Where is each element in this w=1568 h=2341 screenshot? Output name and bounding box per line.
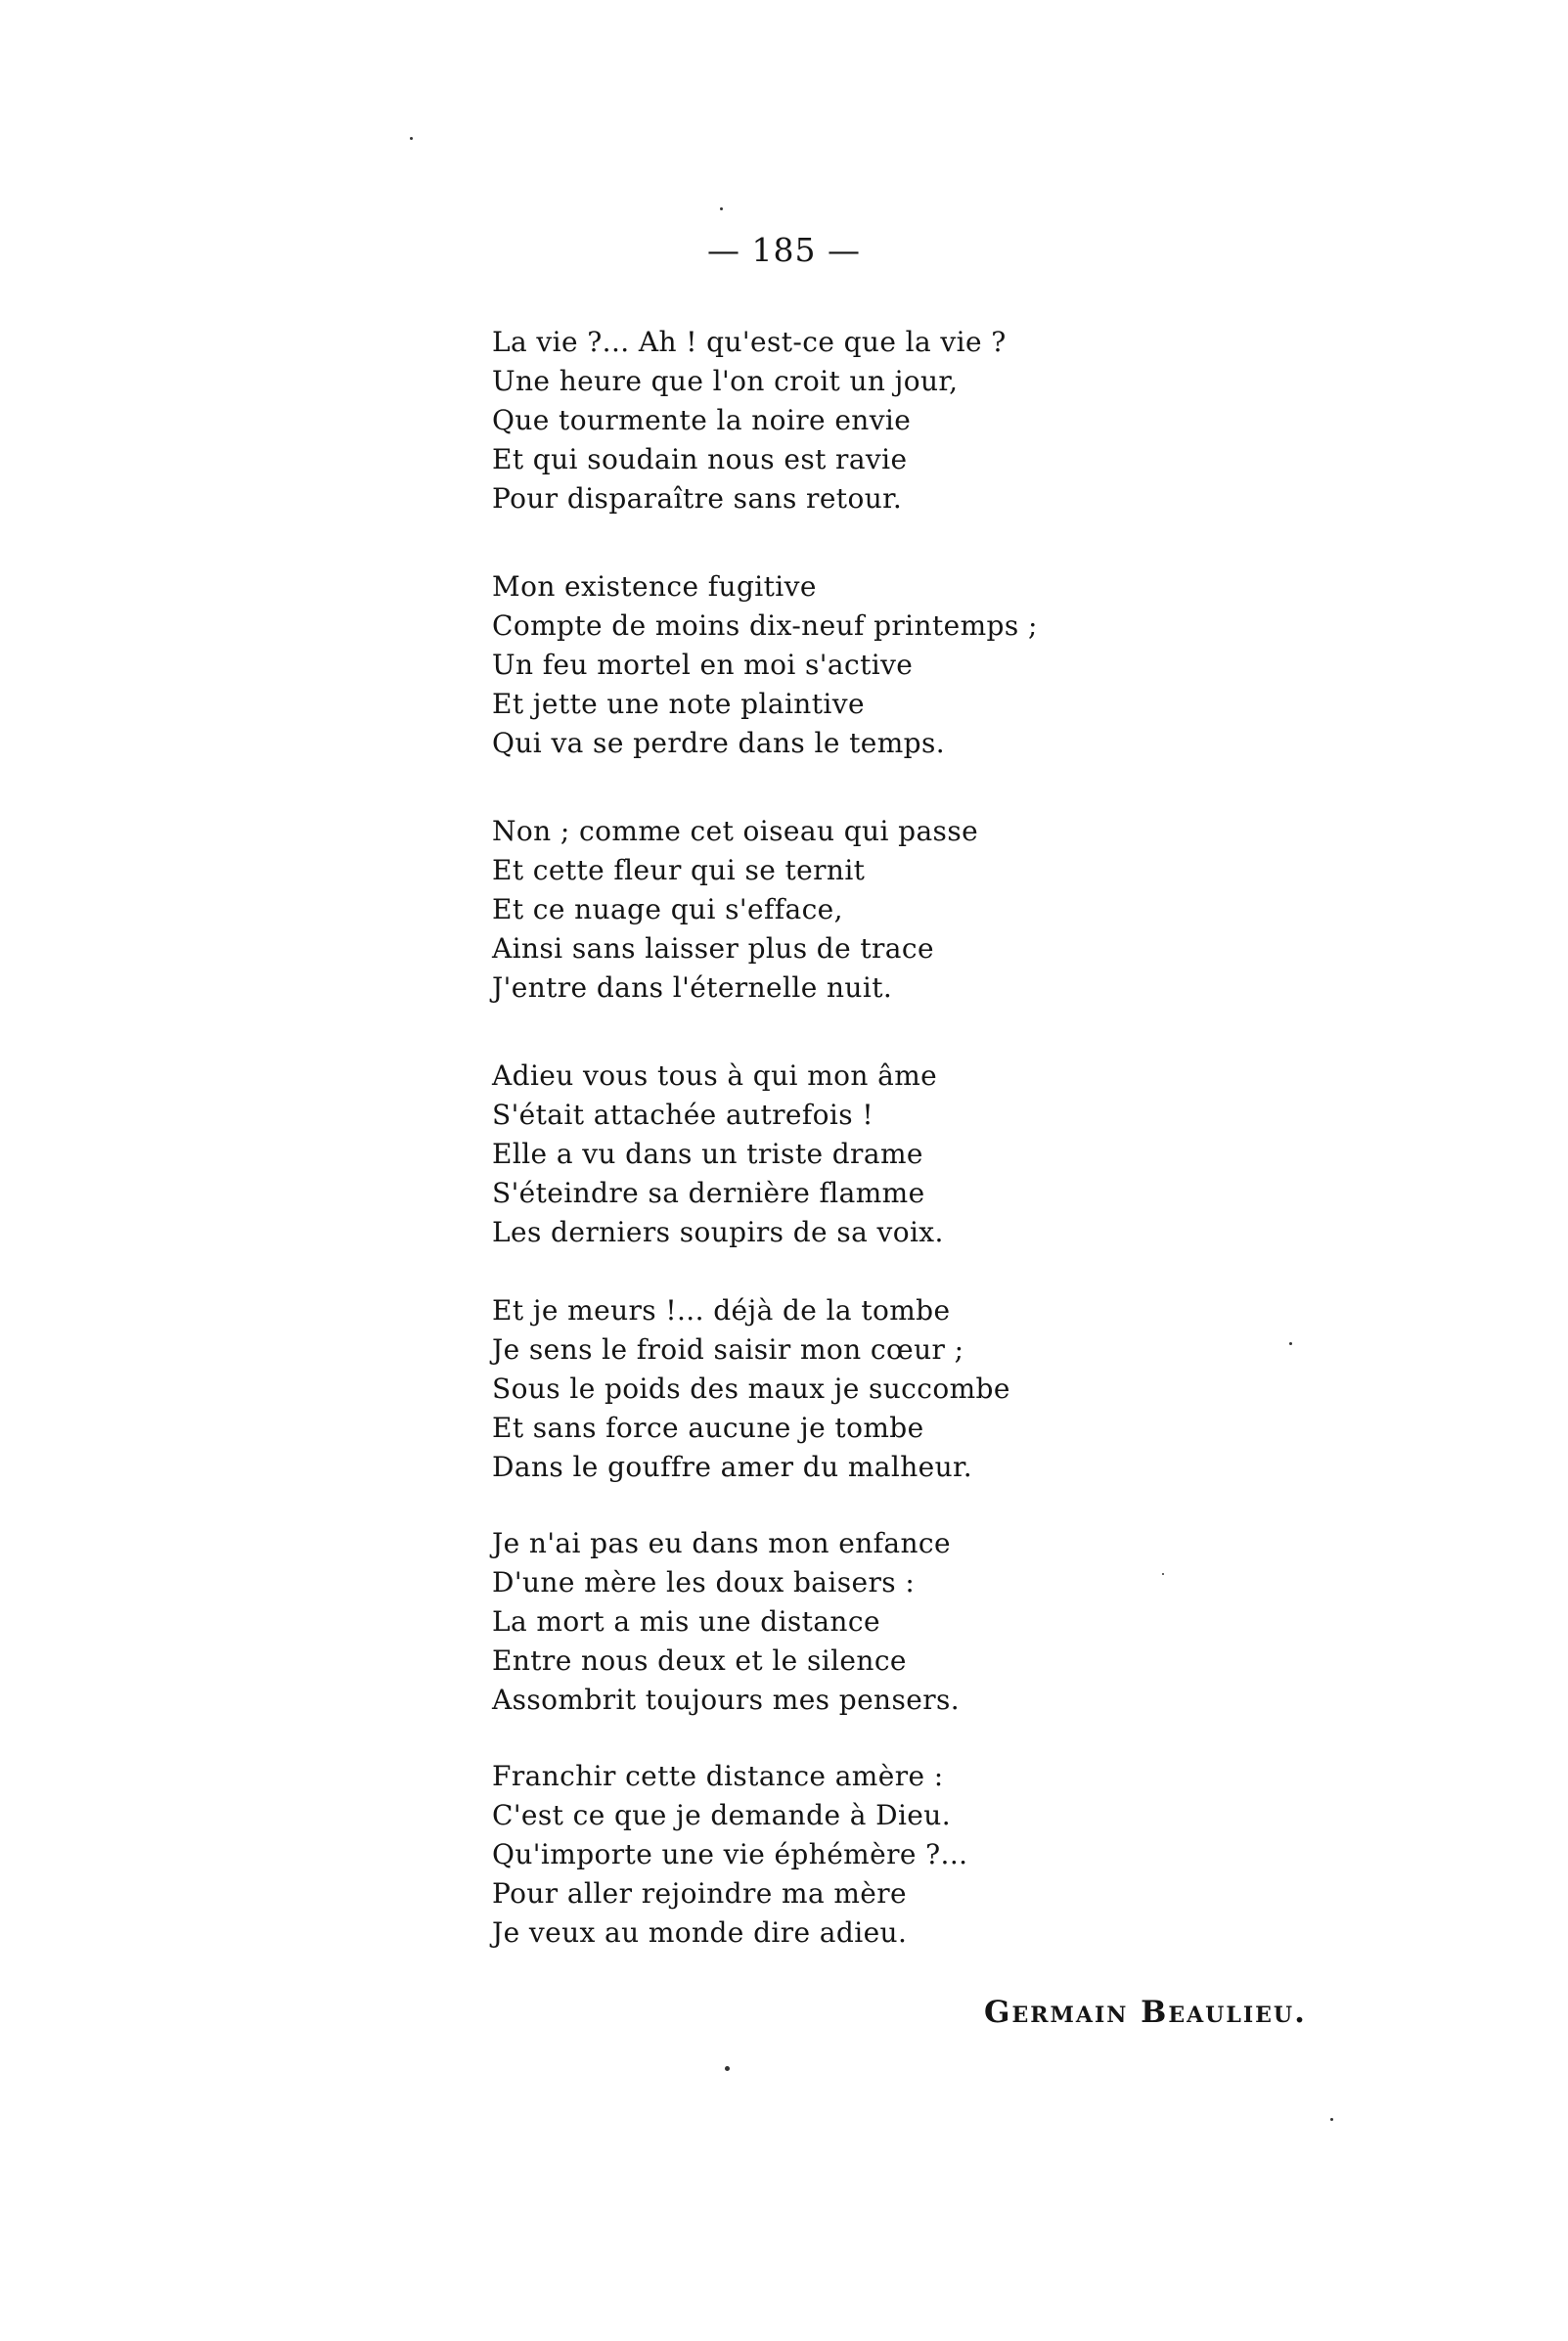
verse-line: Je n'ai pas eu dans mon enfance bbox=[492, 1527, 951, 1559]
verse-line: Qui va se perdre dans le temps. bbox=[492, 727, 946, 759]
verse-line: S'éteindre sa dernière flamme bbox=[492, 1177, 925, 1209]
stanza-4 bbox=[492, 1057, 944, 1252]
scan-speck bbox=[410, 137, 413, 140]
scan-speck bbox=[1330, 2118, 1333, 2121]
verse-line: Ainsi sans laisser plus de trace bbox=[492, 932, 934, 965]
verse-line: La mort a mis une distance bbox=[492, 1605, 880, 1638]
scan-speck bbox=[1289, 1342, 1292, 1345]
verse-line: Entre nous deux et le silence bbox=[492, 1644, 907, 1677]
page-number: — 185 — bbox=[707, 231, 861, 269]
verse-line: Compte de moins dix-neuf printemps ; bbox=[492, 609, 1038, 642]
verse-line: Elle a vu dans un triste drame bbox=[492, 1138, 923, 1170]
verse-line: Et cette fleur qui se ternit bbox=[492, 854, 866, 886]
verse-line: S'était attachée autrefois ! bbox=[492, 1099, 874, 1131]
stanza-1 bbox=[492, 323, 1007, 518]
verse-line: Franchir cette distance amère : bbox=[492, 1760, 944, 1792]
verse-line: Un feu mortel en moi s'active bbox=[492, 649, 914, 681]
verse-line: Que tourmente la noire envie bbox=[492, 404, 912, 436]
verse-line: Et qui soudain nous est ravie bbox=[492, 443, 908, 475]
verse-line: Et sans force aucune je tombe bbox=[492, 1412, 924, 1444]
verse-line: Sous le poids des maux je succombe bbox=[492, 1373, 1010, 1405]
verse-line: Je sens le froid saisir mon cœur ; bbox=[492, 1333, 964, 1366]
verse-line: J'entre dans l'éternelle nuit. bbox=[492, 971, 893, 1004]
verse-line: Dans le gouffre amer du malheur. bbox=[492, 1451, 973, 1483]
stanza-7 bbox=[492, 1757, 967, 1953]
verse-line: Adieu vous tous à qui mon âme bbox=[492, 1059, 938, 1092]
scan-speck bbox=[725, 2066, 730, 2071]
verse-line: Pour aller rejoindre ma mère bbox=[492, 1877, 908, 1910]
verse-line: Et jette une note plaintive bbox=[492, 688, 865, 720]
verse-line: Et ce nuage qui s'efface, bbox=[492, 893, 843, 925]
stanza-2 bbox=[492, 567, 1038, 763]
stanza-6 bbox=[492, 1524, 960, 1720]
author-signature: Germain Beaulieu. bbox=[984, 1995, 1307, 2030]
verse-line: D'une mère les doux baisers : bbox=[492, 1566, 916, 1598]
verse-line: Pour disparaître sans retour. bbox=[492, 482, 903, 515]
scan-speck bbox=[720, 207, 723, 210]
scan-speck bbox=[1162, 1573, 1164, 1575]
verse-line: C'est ce que je demande à Dieu. bbox=[492, 1799, 952, 1831]
verse-line: Je veux au monde dire adieu. bbox=[492, 1916, 908, 1949]
verse-line: Et je meurs !... déjà de la tombe bbox=[492, 1294, 951, 1327]
verse-line: Les derniers soupirs de sa voix. bbox=[492, 1216, 944, 1248]
verse-line: Assombrit toujours mes pensers. bbox=[492, 1684, 961, 1716]
verse-line: La vie ?... Ah ! qu'est-ce que la vie ? bbox=[492, 326, 1007, 358]
verse-line: Une heure que l'on croit un jour, bbox=[492, 365, 959, 397]
verse-line: Non ; comme cet oiseau qui passe bbox=[492, 815, 979, 847]
stanza-3 bbox=[492, 812, 978, 1008]
stanza-5 bbox=[492, 1291, 1010, 1487]
verse-line: Mon existence fugitive bbox=[492, 570, 817, 603]
verse-line: Qu'importe une vie éphémère ?... bbox=[492, 1838, 968, 1870]
